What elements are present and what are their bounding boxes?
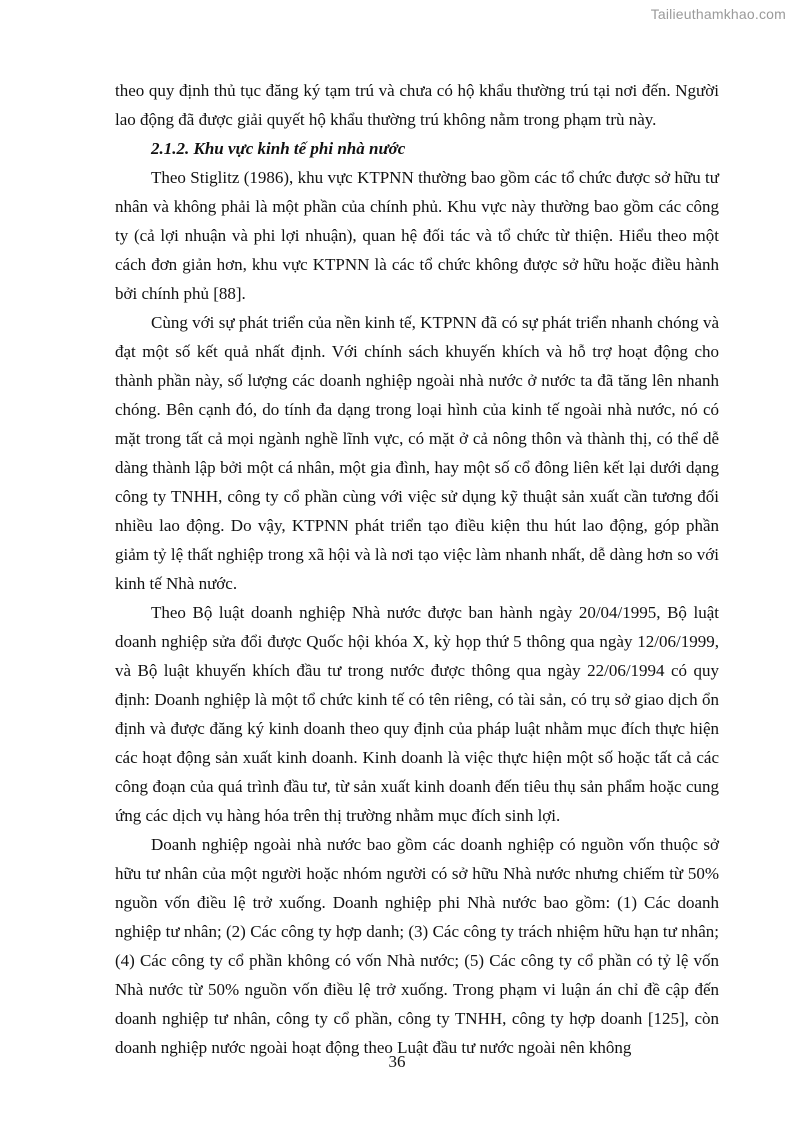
page-number: 36: [388, 1052, 406, 1071]
paragraph: Cùng với sự phát triển của nền kinh tế, KTPNN đã có sự phát triển nhanh chóng và đạt một số kết quả nhất định. Với chính sách khuyến khích và hỗ trợ hoạt động cho thành phần này, số lượng các doanh nghiệp ngoài nhà nước ở nước ta đã tăng lên nhanh chóng. Bên cạnh đó, do tính đa dạng trong loại hình của kinh tế ngoài nhà nước, nó có mặt trong tất cả mọi ngành nghề lĩnh vực, có mặt ở cả nông thôn và thành thị, có thể dễ dàng thành lập bởi một cá nhân, một gia đình, hay một số cổ đông liên kết lại dưới dạng công ty TNHH, công ty cổ phần cùng với việc sử dụng kỹ thuật sản xuất cần tương đối nhiều lao động. Do vậy, KTPNN phát triển tạo điều kiện thu hút lao động, góp phần giảm tỷ lệ thất nghiệp trong xã hội và là nơi tạo việc làm nhanh nhất, dễ dàng hơn so với kinh tế Nhà nước.: [115, 313, 719, 593]
paragraph-continuation: theo quy định thủ tục đăng ký tạm trú và chưa có hộ khẩu thường trú tại nơi đến. Người lao động đã được giải quyết hộ khẩu thường trú không nằm trong phạm trù này.: [115, 81, 719, 129]
section-heading: 2.1.2. Khu vực kinh tế phi nhà nước: [151, 139, 406, 158]
watermark: Tailieuthamkhao.com: [650, 6, 786, 22]
document-body: [115, 76, 719, 1062]
paragraph: Theo Bộ luật doanh nghiệp Nhà nước được ban hành ngày 20/04/1995, Bộ luật doanh nghiệp sửa đổi được Quốc hội khóa X, kỳ họp thứ 5 thông qua ngày 12/06/1999, và Bộ luật khuyến khích đầu tư trong nước được thông qua ngày 22/06/1994 có quy định: Doanh nghiệp là một tổ chức kinh tế có tên riêng, có tài sản, có trụ sở giao dịch ổn định và được đăng ký kinh doanh theo quy định của pháp luật nhằm mục đích thực hiện các hoạt động sản xuất kinh doanh. Kinh doanh là việc thực hiện một số hoặc tất cả các công đoạn của quá trình đầu tư, từ sản xuất kinh doanh đến tiêu thụ sản phẩm hoặc cung ứng các dịch vụ hàng hóa trên thị trường nhằm mục đích sinh lợi.: [115, 603, 719, 825]
paragraph: Theo Stiglitz (1986), khu vực KTPNN thường bao gồm các tổ chức được sở hữu tư nhân và không phải là một phần của chính phủ. Khu vực này thường bao gồm các công ty (cả lợi nhuận và phi lợi nhuận), quan hệ đối tác và tổ chức từ thiện. Hiểu theo một cách đơn giản hơn, khu vực KTPNN là các tổ chức không được sở hữu hoặc điều hành bởi chính phủ [88].: [115, 168, 719, 303]
paragraph: Doanh nghiệp ngoài nhà nước bao gồm các doanh nghiệp có nguồn vốn thuộc sở hữu tư nhân của một người hoặc nhóm người có sở hữu Nhà nước nhưng chiếm từ 50% nguồn vốn điều lệ trở xuống. Doanh nghiệp phi Nhà nước bao gồm: (1) Các doanh nghiệp tư nhân; (2) Các công ty hợp danh; (3) Các công ty trách nhiệm hữu hạn tư nhân; (4) Các công ty cổ phần không có vốn Nhà nước; (5) Các công ty cổ phần có tỷ lệ vốn Nhà nước từ 50% nguồn vốn điều lệ trở xuống. Trong phạm vi luận án chỉ đề cập đến doanh nghiệp tư nhân, công ty cổ phần, công ty TNHH, công ty hợp doanh [125], còn doanh nghiệp nước ngoài hoạt động theo Luật đầu tư nước ngoài nên không: [115, 835, 719, 1057]
